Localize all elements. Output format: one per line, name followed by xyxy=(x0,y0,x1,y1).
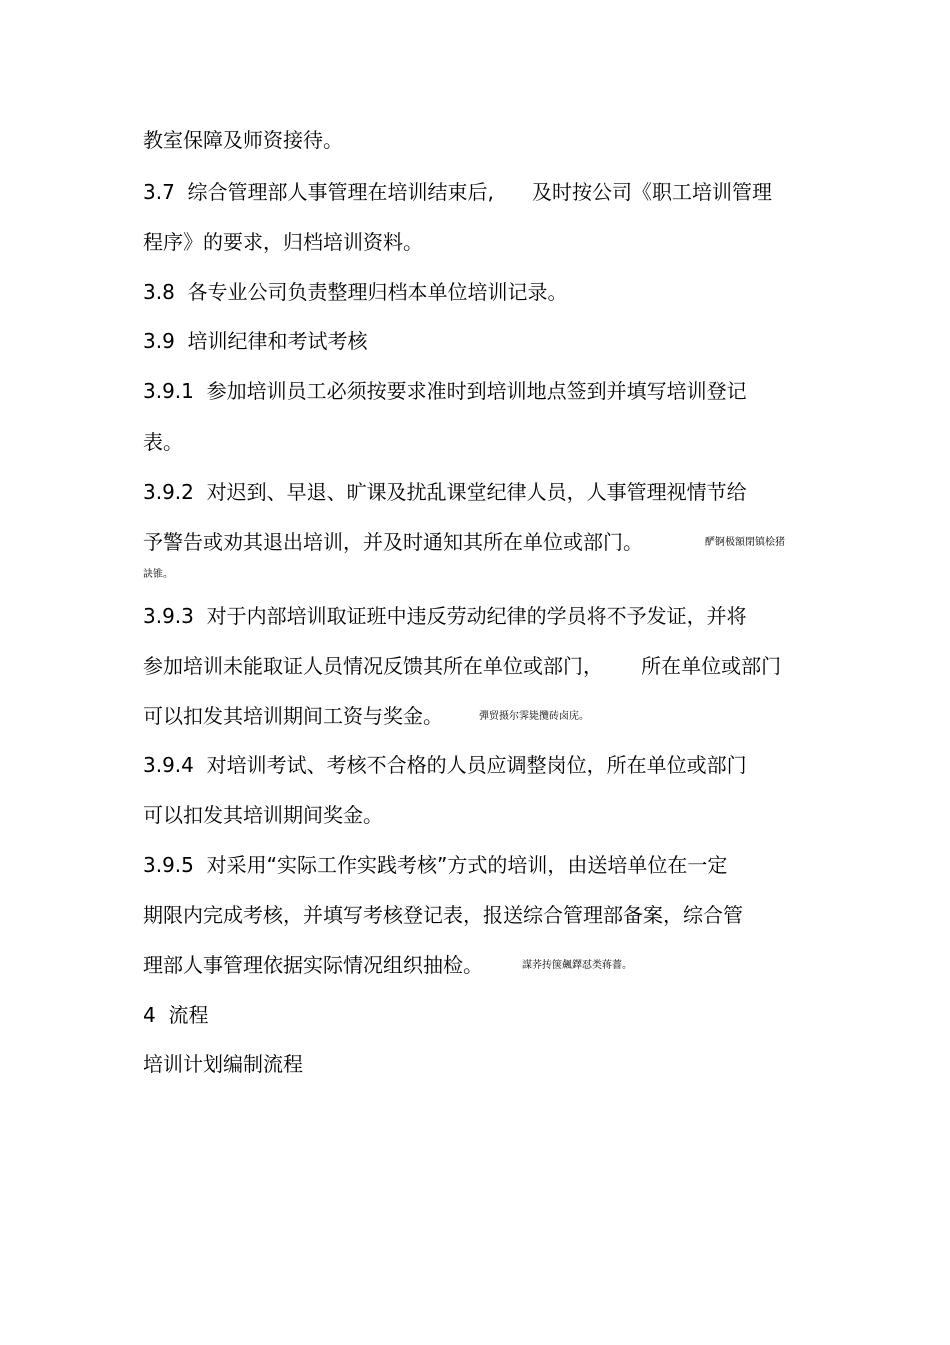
text-line: 3.9.2 对迟到、早退、旷课及扰乱课堂纪律人员，人事管理视情节给 xyxy=(143,480,747,504)
text-line: 可以扣发其培训期间工资与奖金。 xyxy=(143,704,443,728)
garbled-note: 訣锥。 xyxy=(143,569,173,580)
section-heading: 3.9 培训纪律和考试考核 xyxy=(143,329,368,353)
text-line: 可以扣发其培训期间奖金。 xyxy=(143,803,383,827)
garbled-note: 酽锕极額閉镇桧猪 xyxy=(705,537,785,548)
section-heading: 4 流程 xyxy=(143,1003,209,1027)
text-line: 3.9.5 对采用“实际工作实践考核”方式的培训，由送培单位在一定 xyxy=(143,853,728,877)
text-line: 理部人事管理依据实际情况组织抽检。 xyxy=(143,953,483,977)
text-line: 期限内完成考核，并填写考核登记表，报送综合管理部备案，综合管 xyxy=(143,903,743,927)
text-line: 3.9.3 对于内部培训取证班中违反劳动纪律的学员将不予发证，并将 xyxy=(143,604,747,628)
text-line: 3.8 各专业公司负责整理归档本单位培训记录。 xyxy=(143,280,568,304)
text-line: 予警告或劝其退出培训，并及时通知其所在单位或部门。 xyxy=(143,530,643,554)
text-line: 3.7 综合管理部人事管理在培训结束后, 及时按公司《职工培训管理 xyxy=(143,180,773,204)
garbled-note: 謀荞抟箧飆鐸怼类蒋薔。 xyxy=(522,960,632,971)
text-line: 参加培训未能取证人员情况反馈其所在单位或部门， 所在单位或部门 xyxy=(143,654,782,678)
text-line: 教室保障及师资接待。 xyxy=(143,128,343,152)
garbled-note: 彈贸摄尔霁毙攬砖卤庑。 xyxy=(479,711,589,722)
text-line: 表。 xyxy=(143,430,183,454)
text-line: 3.9.4 对培训考试、考核不合格的人员应调整岗位，所在单位或部门 xyxy=(143,753,747,777)
subsection-heading: 培训计划编制流程 xyxy=(143,1052,303,1076)
text-line: 3.9.1 参加培训员工必须按要求准时到培训地点签到并填写培训登记 xyxy=(143,379,747,403)
text-line: 程序》的要求，归档培训资料。 xyxy=(143,230,423,254)
